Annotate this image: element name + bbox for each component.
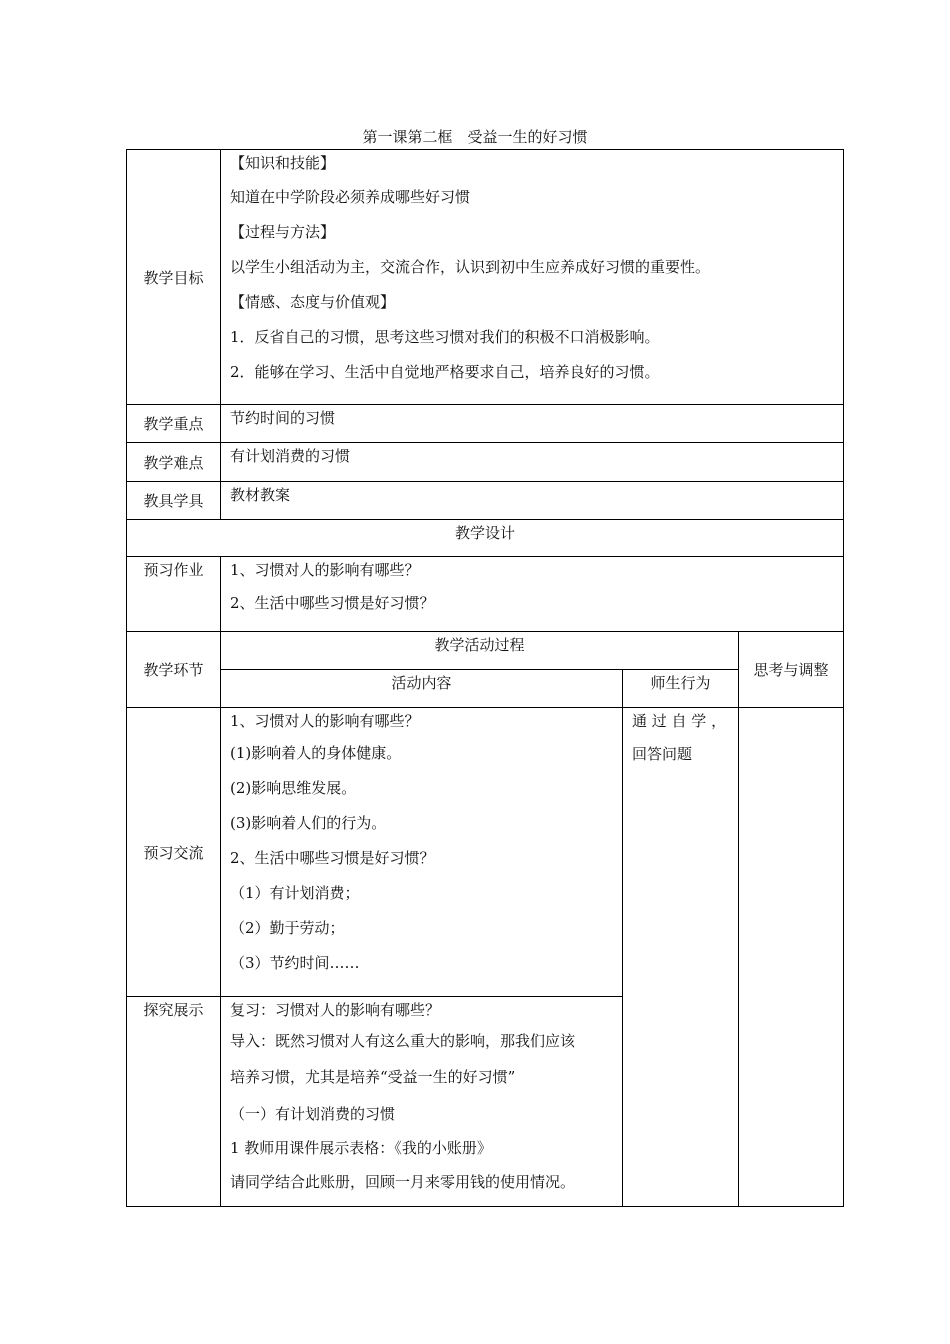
objective-line: 【知识和技能】 [230, 154, 336, 172]
objectives-content [221, 150, 844, 405]
key-point-label: 教学重点 [127, 405, 221, 443]
process-header-row-2 [127, 670, 844, 708]
exchange-line: （1）有计划消费； [230, 884, 360, 902]
design-header-row [127, 520, 844, 557]
explore-line: （一）有计划消费的习惯 [230, 1105, 396, 1123]
process-header-row-1 [127, 632, 844, 670]
difficulty-label: 教学难点 [127, 443, 221, 482]
difficulty-row [127, 443, 844, 482]
objective-line: 知道在中学阶段必须养成哪些好习惯 [230, 188, 471, 206]
reflection-cell [739, 708, 844, 1207]
explore-line: 导入：既然习惯对人有这么重大的影响，那我们应该 [230, 1032, 576, 1050]
key-point-value [221, 405, 844, 443]
explore-label: 探究展示 [127, 997, 221, 1207]
preview-exchange-row [127, 708, 844, 997]
behavior-line: 回答问题 [632, 745, 693, 763]
preview-homework-label: 预习作业 [127, 557, 221, 632]
exchange-line: 1、习惯对人的影响有哪些？ [230, 712, 420, 730]
behavior-line: 通 过 自 学 ， [632, 712, 727, 730]
process-header: 教学活动过程 [221, 632, 739, 670]
reflection-header: 思考与调整 [739, 632, 844, 708]
objective-line: 【过程与方法】 [230, 223, 336, 241]
explore-line: 1 教师用课件展示表格：《我的小账册》 [230, 1139, 492, 1157]
exchange-line: (2)影响思维发展。 [230, 779, 357, 797]
stage-header: 教学环节 [127, 632, 221, 708]
tools-value [221, 482, 844, 520]
exchange-line: (1)影响着人的身体健康。 [230, 744, 402, 762]
page-title: 第一课第二框 受益一生的好习惯 [362, 128, 588, 146]
explore-line: 复习：习惯对人的影响有哪些？ [230, 1001, 441, 1019]
preview-exchange-label: 预习交流 [127, 708, 221, 997]
objectives-row [127, 150, 844, 405]
explore-line: 培养习惯，尤其是培养“受益一生的好习惯” [230, 1068, 516, 1086]
key-point-text: 节约时间的习惯 [230, 409, 336, 427]
key-point-row [127, 405, 844, 443]
exchange-line: （3）节约时间…… [230, 954, 360, 972]
tools-row [127, 482, 844, 520]
difficulty-value [221, 443, 844, 482]
exchange-line: 2、生活中哪些习惯是好习惯？ [230, 849, 435, 867]
behavior-cell [623, 708, 739, 1207]
content-header: 活动内容 [221, 670, 623, 708]
difficulty-text: 有计划消费的习惯 [230, 447, 351, 465]
preview-homework-row [127, 557, 844, 632]
homework-line: 1、习惯对人的影响有哪些？ [230, 561, 420, 579]
design-header: 教学设计 [127, 520, 844, 557]
exchange-line: (3)影响着人们的行为。 [230, 814, 387, 832]
lesson-plan-table [126, 149, 844, 1207]
objectives-label: 教学目标 [127, 150, 221, 405]
exchange-line: （2）勤于劳动； [230, 919, 345, 937]
preview-exchange-content [221, 708, 623, 997]
tools-label: 教具学具 [127, 482, 221, 520]
objective-line: 1．反省自己的习惯，思考这些习惯对我们的积极不口消极影响。 [230, 328, 660, 346]
behavior-header: 师生行为 [623, 670, 739, 708]
homework-line: 2、生活中哪些习惯是好习惯？ [230, 594, 435, 612]
explore-content [221, 997, 623, 1207]
objective-line: 2．能够在学习、生活中自觉地严格要求自己，培养良好的习惯。 [230, 363, 660, 381]
objective-line: 【情感、态度与价值观】 [230, 293, 396, 311]
objective-line: 以学生小组活动为主，交流合作，认识到初中生应养成好习惯的重要性。 [230, 258, 711, 276]
tools-text: 教材教案 [230, 486, 291, 504]
preview-homework-content [221, 557, 844, 632]
explore-line: 请同学结合此账册，回顾一月来零用钱的使用情况。 [230, 1173, 576, 1191]
